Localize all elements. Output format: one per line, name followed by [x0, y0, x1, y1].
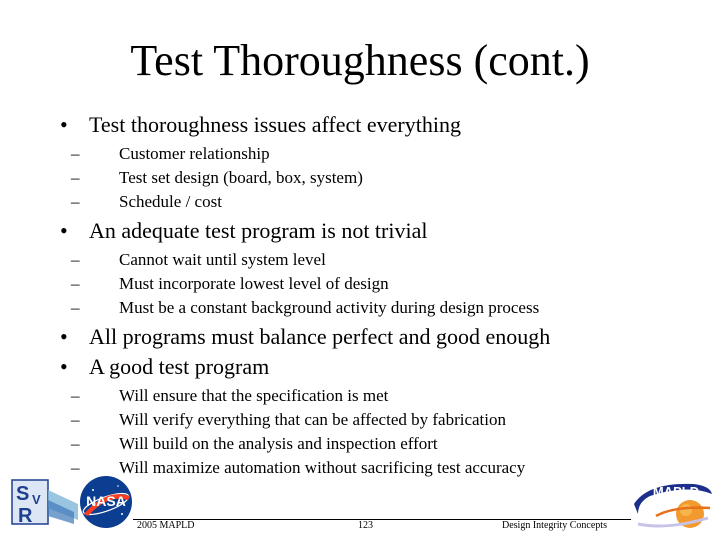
svr-letter-v: V	[32, 492, 41, 507]
mapld-logo-icon	[628, 474, 716, 532]
sub-bullet-item	[60, 296, 700, 320]
footer-company: Design Integrity Concepts	[502, 520, 607, 531]
bullet-icon: •	[60, 218, 68, 243]
svr-logo-icon	[8, 478, 80, 528]
bullet-item	[60, 352, 700, 382]
sub-bullet-item	[60, 384, 700, 408]
nasa-logo-icon	[78, 474, 134, 530]
footer-event: 2005 MAPLD	[137, 520, 195, 531]
dash-icon: –	[71, 192, 80, 211]
sub-bullet-text: Cannot wait until system level	[119, 250, 326, 269]
slide-title: Test Thoroughness (cont.)	[130, 36, 590, 85]
bullet-text: All programs must balance perfect and good enough	[89, 324, 551, 349]
nasa-logo-text: NASA	[86, 493, 126, 509]
dash-icon: –	[71, 386, 80, 405]
sub-bullet-text: Schedule / cost	[119, 192, 222, 211]
dash-icon: –	[71, 410, 80, 429]
slide-body	[60, 110, 700, 480]
sub-bullet-text: Must incorporate lowest level of design	[119, 274, 389, 293]
bullet-text: A good test program	[89, 354, 270, 379]
sub-bullet-item	[60, 248, 700, 272]
sub-bullet-item	[60, 190, 700, 214]
sub-bullet-text: Will maximize automation without sacrificing test accuracy	[119, 458, 526, 477]
sub-bullet-item	[60, 408, 700, 432]
dash-icon: –	[71, 434, 80, 453]
bullet-icon: •	[60, 324, 68, 349]
sub-bullet-item	[60, 456, 700, 480]
dash-icon: –	[71, 274, 80, 293]
sub-bullet-text: Customer relationship	[119, 144, 270, 163]
bullet-icon: •	[60, 354, 68, 379]
dash-icon: –	[71, 168, 80, 187]
bullet-item	[60, 216, 700, 246]
sub-bullet-text: Will verify everything that can be affected by fabrication	[119, 410, 506, 429]
dash-icon: –	[71, 298, 80, 317]
dash-icon: –	[71, 250, 80, 269]
bullet-item	[60, 322, 700, 352]
sub-bullet-item	[60, 142, 700, 166]
sub-bullet-item	[60, 432, 700, 456]
sub-bullet-text: Will build on the analysis and inspection effort	[119, 434, 438, 453]
sub-bullet-item	[60, 272, 700, 296]
footer-page-number: 123	[358, 520, 373, 531]
svr-letter-r: R	[18, 505, 33, 527]
sub-bullet-text: Test set design (board, box, system)	[119, 168, 363, 187]
mapld-logo-text: MAPLD	[652, 484, 700, 499]
bullet-text: An adequate test program is not trivial	[89, 218, 428, 243]
sub-bullet-text: Will ensure that the specification is met	[119, 386, 389, 405]
bullet-icon: •	[60, 112, 68, 137]
bullet-item	[60, 110, 700, 140]
sub-bullet-item	[60, 166, 700, 190]
sub-bullet-text: Must be a constant background activity during design process	[119, 298, 540, 317]
dash-icon: –	[71, 458, 80, 477]
svr-letter-s: S	[16, 483, 30, 505]
bullet-text: Test thoroughness issues affect everything	[89, 112, 461, 137]
dash-icon: –	[71, 144, 80, 163]
